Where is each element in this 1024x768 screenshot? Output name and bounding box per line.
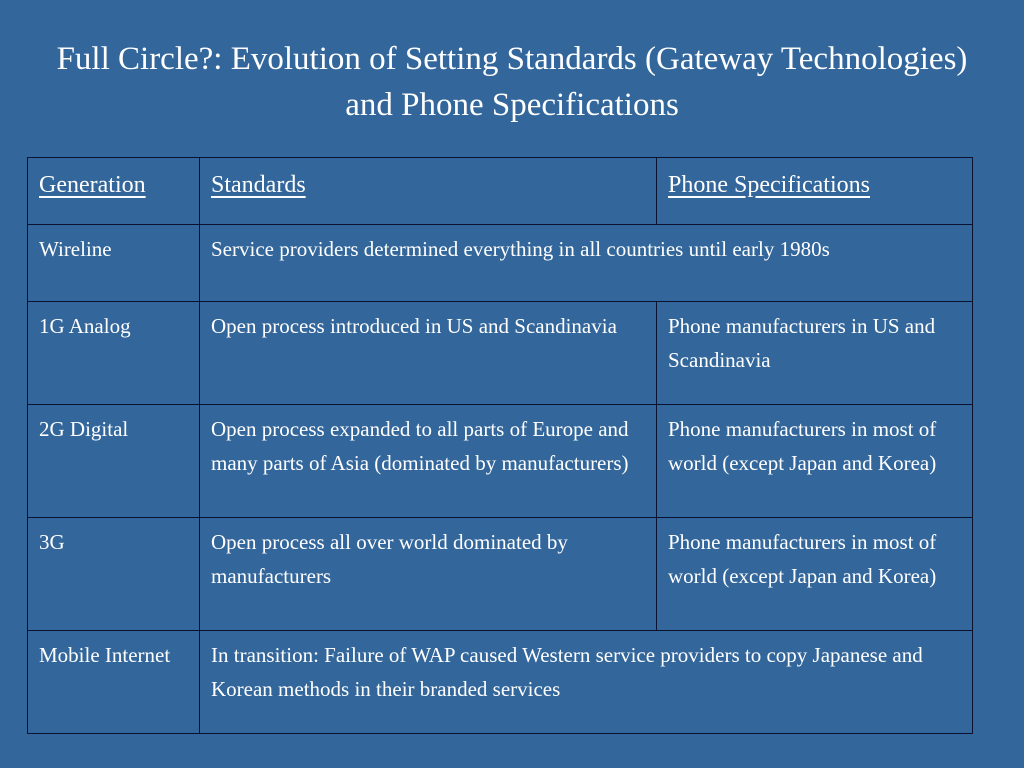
table-header-row <box>28 158 973 225</box>
cell-generation: 1G Analog <box>28 302 200 405</box>
cell-generation: 3G <box>28 518 200 631</box>
cell-generation: 2G Digital <box>28 405 200 518</box>
table-row <box>28 302 973 405</box>
table-row <box>28 631 973 734</box>
cell-standards: Open process introduced in US and Scandinavia <box>200 302 657 405</box>
cell-phone-specifications: Phone manufacturers in most of world (except Japan and Korea) <box>657 518 973 631</box>
header-standards: Standards <box>200 158 657 225</box>
cell-merged-description: Service providers determined everything in all countries until early 1980s <box>200 225 973 302</box>
cell-generation: Mobile Internet <box>28 631 200 734</box>
cell-standards: Open process expanded to all parts of Europe and many parts of Asia (dominated by manufacturers) <box>200 405 657 518</box>
header-generation: Generation <box>28 158 200 225</box>
slide-title: Full Circle?: Evolution of Setting Standards (Gateway Technologies) and Phone Specifications <box>56 41 968 123</box>
table-row <box>28 405 973 518</box>
cell-phone-specifications: Phone manufacturers in most of world (except Japan and Korea) <box>657 405 973 518</box>
cell-generation: Wireline <box>28 225 200 302</box>
table-row <box>28 225 973 302</box>
table-row <box>28 518 973 631</box>
standards-table <box>27 157 973 734</box>
cell-merged-description: In transition: Failure of WAP caused Western service providers to copy Japanese and Korean methods in their branded services <box>200 631 973 734</box>
cell-standards: Open process all over world dominated by manufacturers <box>200 518 657 631</box>
header-phone-specifications: Phone Specifications <box>657 158 973 225</box>
cell-phone-specifications: Phone manufacturers in US and Scandinavia <box>657 302 973 405</box>
